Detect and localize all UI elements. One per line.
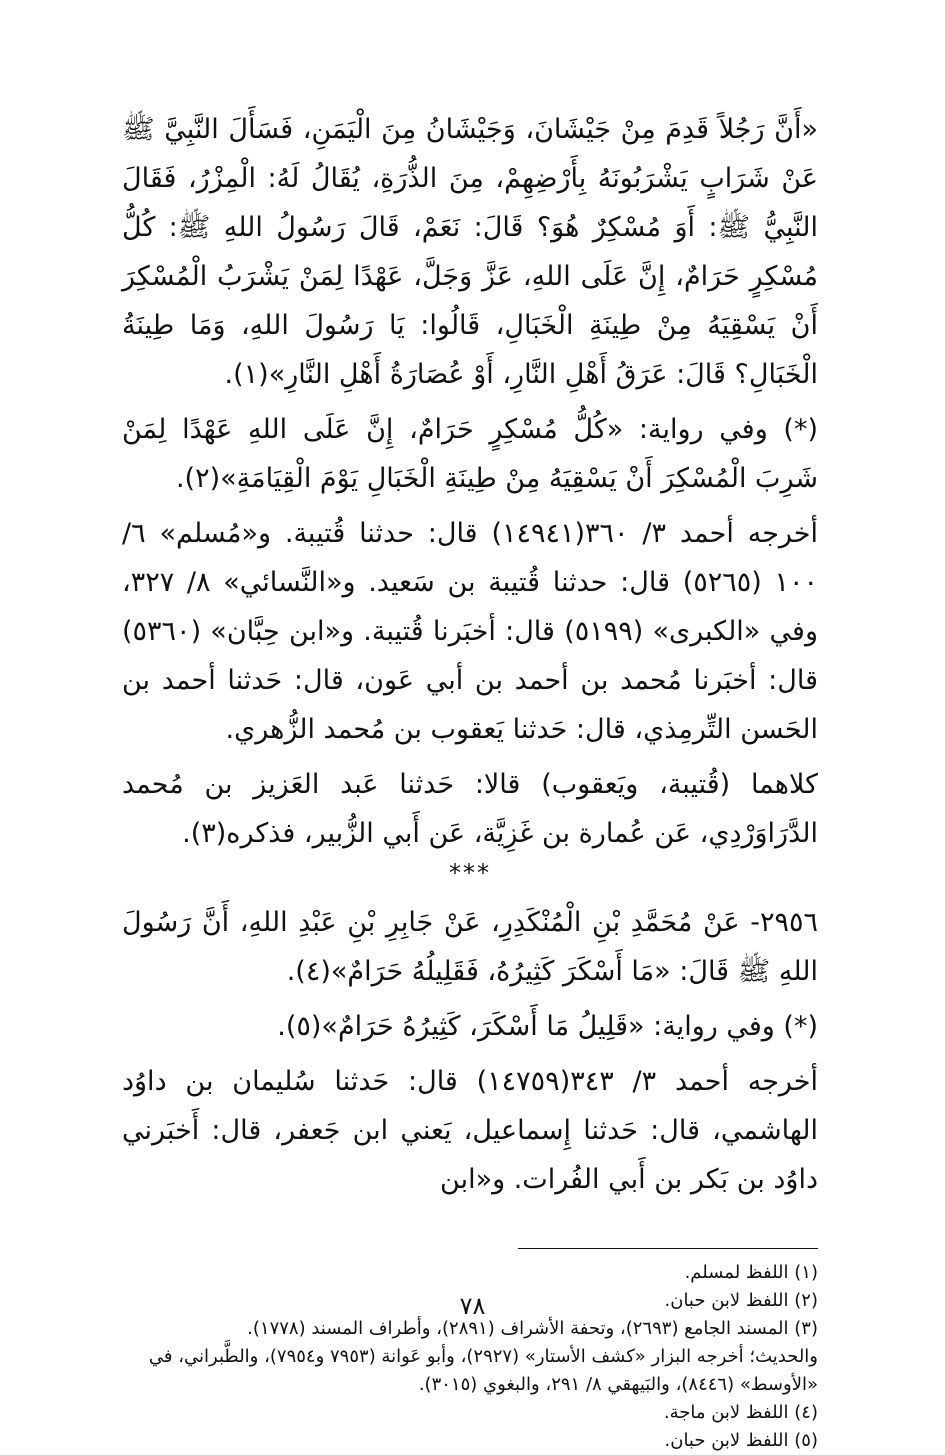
footnote-continuation: والحديث؛ أخرجه البزار «كشف الأستار» (٢٩٢٧)، وأبو عَوانة (٧٩٥٣ و٧٩٥٤)، والطَّبراني، في «الأوسط» (٨٤٤٦)، والبَيهقي ٨/ ٢٩١، والبغوي (٣٠١٥). [148,1346,818,1395]
footnote: (٤) اللفظ لابن ماجة. [663,1402,818,1423]
page-number: ٧٨ [459,1292,486,1320]
narration-variant: (*) وفي رواية: «قَلِيلُ مَا أَسْكَرَ، كَثِيرُهُ حَرَامٌ»(٥). [277,1011,818,1042]
hadith-text: «أَنَّ رَجُلاً قَدِمَ مِنْ جَيْشَانَ، وَجَيْشَانُ مِنَ الْيَمَنِ، فَسَأَلَ النَّبِيَّ ﷺ عَنْ شَرَابٍ يَشْرَبُونَهُ بِأَرْضِهِمْ، مِنَ الذُّرَةِ، يُقَالُ لَهُ: الْمِزْرُ، فَقَالَ النَّبِيُّ ﷺ: أَوَ مُسْكِرٌ هُوَ؟ قَالَ: نَعَمْ، قَالَ رَسُولُ اللهِ ﷺ: كُلُّ مُسْكِرٍ حَرَامٌ، إِنَّ عَلَى اللهِ، عَزَّ وَجَلَّ، عَهْدًا لِمَنْ يَشْرَبُ الْمُسْكِرَ أَنْ يَسْقِيَهُ مِنْ طِينَةِ الْخَبَالِ، قَالُوا: يَا رَسُولَ اللهِ، وَمَا طِينَةُ الْخَبَالِ؟ قَالَ: عَرَقُ أَهْلِ النَّارِ، أَوْ عُصَارَةُ أَهْلِ النَّارِ»(١). [122,114,818,390]
footnote: (١) اللفظ لمسلم. [684,1262,818,1283]
page-body [122,105,818,1455]
takhrij-text: كلاهما (قُتيبة، ويَعقوب) قالا: حَدثنا عَبد العَزيز بن مُحمد الدَّرَاوَرْدِي، عَن عُمارة بن غَزِيَّة، عَن أَبي الزُّبير، فذكره(٣). [122,769,818,849]
footnote: (٥) اللفظ لابن حبان. [664,1430,818,1451]
takhrij-text: أخرجه أحمد ٣/ ٣٤٣(١٤٧٥٩) قال: حَدثنا سُليمان بن داوُد الهاشمي، قال: حَدثنا إِسماعيل، يَعني ابن جَعفر، قال: أَخبَرني داوُد بن بَكر بن أَبي الفُرات. و«ابن [122,1066,818,1195]
footnote: (٢) اللفظ لابن حبان. [664,1290,818,1311]
hadith-text: ٢٩٥٦- عَنْ مُحَمَّدِ بْنِ الْمُنْكَدِرِ، عَنْ جَابِرِ بْنِ عَبْدِ اللهِ، أَنَّ رَسُولَ اللهِ ﷺ قَالَ: «مَا أَسْكَرَ كَثِيرُهُ، فَقَلِيلُهُ حَرَامٌ»(٤). [122,907,818,987]
footnote: (٣) المسند الجامع (٢٦٩٣)، وتحفة الأشراف (٢٨٩١)، وأطراف المسند (١٧٧٨). [247,1318,818,1339]
section-separator: *** [449,859,491,887]
footnote-divider [518,1248,818,1249]
footnotes [122,1259,818,1455]
takhrij-text: أخرجه أحمد ٣/ ٣٦٠(١٤٩٤١) قال: حدثنا قُتيبة. و«مُسلم» ٦/ ١٠٠ (٥٢٦٥) قال: حدثنا قُتيبة بن سَعيد. و«النَّسائي» ٨/ ٣٢٧، وفي «الكبرى» (٥١٩٩) قال: أخبَرنا قُتيبة. و«ابن حِبَّان» (٥٣٦٠) قال: أخبَرنا مُحمد بن أحمد بن أبي عَون، قال: حَدثنا أحمد بن الحَسن التِّرمِذي، قال: حَدثنا يَعقوب بن مُحمد الزُّهري. [122,518,819,745]
narration-variant: (*) وفي رواية: «كُلُّ مُسْكِرٍ حَرَامٌ، إِنَّ عَلَى اللهِ عَهْدًا لِمَنْ شَرِبَ الْمُسْكِرَ أَنْ يَسْقِيَهُ مِنْ طِينَةِ الْخَبَالِ يَوْمَ الْقِيَامَةِ»(٢). [122,414,818,494]
